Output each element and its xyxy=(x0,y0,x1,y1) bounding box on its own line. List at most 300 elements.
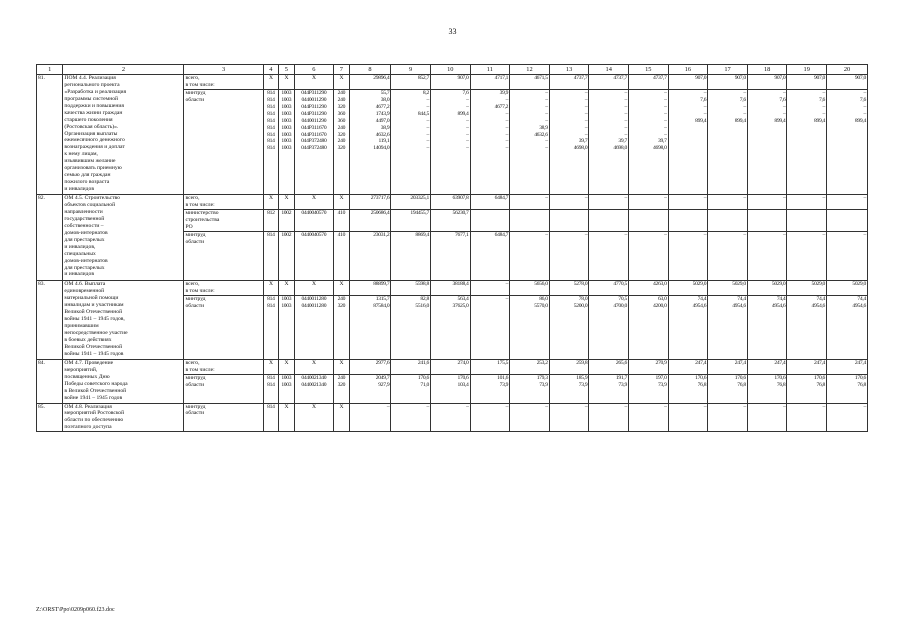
executor-total-line: всего, xyxy=(185,281,200,288)
value-line: 38,9 xyxy=(539,124,548,131)
event-name-line: и инвалидов xyxy=(64,271,94,278)
value-line: 197,0 xyxy=(655,374,667,381)
year-2024 xyxy=(589,210,629,232)
value-line: 4200,0 xyxy=(653,303,667,310)
event-name-line: для престарелых xyxy=(64,236,105,243)
value-line: 74,4 xyxy=(816,296,826,303)
executor xyxy=(184,210,263,232)
executor-total xyxy=(184,359,263,374)
value-line: 0440021340 xyxy=(301,374,327,381)
year-2024: 4737,7 xyxy=(589,75,629,90)
event-name-line: непосредственное участие xyxy=(64,330,128,337)
executor xyxy=(184,296,263,360)
grbs-code: X xyxy=(263,359,278,374)
event-name-line: изъявившим желание xyxy=(64,158,116,165)
value-line: 4632,6 xyxy=(375,131,390,138)
page-number: 33 xyxy=(448,27,457,36)
value-line: – xyxy=(505,110,509,117)
value-line: 320 xyxy=(337,303,346,310)
value-line: – xyxy=(703,103,707,110)
executor-line: области xyxy=(185,303,205,310)
value-line xyxy=(749,138,786,145)
table-row xyxy=(37,281,868,296)
value-line: 814 xyxy=(267,374,275,381)
event-name-line: материальной помощи xyxy=(64,295,119,302)
value-line: – xyxy=(782,110,786,117)
value-line: 179,3 xyxy=(536,374,548,381)
value-line: – xyxy=(584,117,588,124)
csr-code: X xyxy=(294,75,334,90)
year-2028: – xyxy=(747,403,787,432)
event-name xyxy=(63,195,184,281)
grbs-code xyxy=(263,89,278,194)
value-line: 0440011280 xyxy=(301,303,327,310)
value-line xyxy=(670,125,707,132)
value-line: 320 xyxy=(337,381,346,388)
grbs-code: X xyxy=(263,195,278,210)
year-2028: – xyxy=(747,231,787,281)
value-line: 1003 xyxy=(281,117,292,124)
column-number: 1 xyxy=(37,65,63,75)
value-line: 240 xyxy=(337,138,346,145)
year-2020 xyxy=(430,296,470,360)
column-number: 14 xyxy=(589,65,629,75)
event-name-line: поддержки и повышения xyxy=(64,102,124,109)
year-2023: 5278,0 xyxy=(549,281,589,296)
year-2028 xyxy=(747,296,787,360)
grbs-code: 812 xyxy=(263,210,278,232)
value-line: 74,4 xyxy=(697,296,707,303)
event-name-line: мероприятий, xyxy=(64,366,98,373)
year-2021 xyxy=(470,210,510,232)
value-line: – xyxy=(664,110,667,117)
year-2023: 4737,7 xyxy=(549,75,589,90)
value-line: – xyxy=(426,131,429,138)
value-line: 1003 xyxy=(281,374,292,381)
value-line: – xyxy=(624,131,627,138)
year-2028: 5029,0 xyxy=(747,281,787,296)
value-line: 1003 xyxy=(281,131,292,138)
csr-code: 0440040570 xyxy=(294,231,334,281)
value-line: – xyxy=(466,124,469,131)
value-line: 76,8 xyxy=(857,381,866,388)
vr-code xyxy=(334,374,349,403)
vr-code: 410 xyxy=(334,231,349,281)
value-line: 4677,2 xyxy=(375,103,390,110)
year-2021: – xyxy=(470,403,510,432)
executor xyxy=(184,231,263,281)
value-line: 5570,0 xyxy=(534,303,548,310)
event-name-line: инвалидам и участникам xyxy=(64,302,124,309)
value-line: 170,6 xyxy=(854,374,866,381)
executor xyxy=(184,89,263,194)
rzpr-code: X xyxy=(279,359,294,374)
value-line: – xyxy=(466,145,469,152)
event-name-line: в Великой Отечественной xyxy=(64,387,127,394)
year-2024: – xyxy=(589,231,629,281)
year-2026: – xyxy=(668,231,708,281)
event-name-line: посвященных Дню xyxy=(64,373,110,380)
value-line: 899,4 xyxy=(854,117,866,124)
event-name-line: объектов социальной xyxy=(64,202,116,209)
event-name xyxy=(63,359,184,403)
value-line: – xyxy=(466,131,469,138)
column-number: 17 xyxy=(708,65,748,75)
value-line: 044P372480 xyxy=(301,138,327,145)
value-line: 76,8 xyxy=(816,381,826,388)
year-2028: 907,0 xyxy=(747,75,787,90)
value-line: – xyxy=(703,110,707,117)
value-line: 899,4 xyxy=(774,117,786,124)
value-line: – xyxy=(505,145,509,152)
value-line: 170,6 xyxy=(774,374,786,381)
event-name-line: Великой Отечественной xyxy=(64,309,123,316)
value-line: – xyxy=(466,96,469,103)
year-2019: 203325,1 xyxy=(391,195,431,210)
executor-total-line: в том числе: xyxy=(185,81,215,88)
year-2020: – xyxy=(430,403,470,432)
value-line xyxy=(828,145,866,152)
value-line: 71,0 xyxy=(420,381,429,388)
year-2025: 4737,7 xyxy=(629,75,669,90)
executor-line: области xyxy=(185,381,205,388)
value-line xyxy=(670,138,707,145)
value-line: 74,4 xyxy=(737,296,746,303)
value-line: 814 xyxy=(267,138,275,145)
year-2026: 907,0 xyxy=(668,75,708,90)
value-line: 4632,6 xyxy=(534,131,548,138)
column-number: 8 xyxy=(349,65,391,75)
year-2026 xyxy=(668,296,708,360)
year-2028: – xyxy=(747,195,787,210)
column-number: 2 xyxy=(63,65,184,75)
value-line: 7,6 xyxy=(818,96,826,103)
value-line: 8,2 xyxy=(422,89,429,96)
value-line xyxy=(828,125,866,132)
year-2022: – xyxy=(510,195,550,210)
value-line: – xyxy=(863,89,866,96)
total-amount: 2977,6 xyxy=(349,359,391,374)
value-line: 240 xyxy=(337,124,346,131)
year-2027: 907,0 xyxy=(708,75,748,90)
csr-code xyxy=(294,89,334,194)
csr-code: 0440040570 xyxy=(294,210,334,232)
year-2023: – xyxy=(549,403,589,432)
value-line xyxy=(828,132,866,139)
year-2019: 852,7 xyxy=(391,75,431,90)
event-name-line: домов-интернатов xyxy=(64,257,108,264)
value-line: 320 xyxy=(337,131,346,138)
value-line: 39,7 xyxy=(578,138,588,145)
value-line: 927,9 xyxy=(378,381,390,388)
year-2029 xyxy=(787,374,827,403)
value-line: 7,6 xyxy=(462,89,469,96)
rzpr-code: 1002 xyxy=(279,231,294,281)
value-line: – xyxy=(664,131,667,138)
year-2022: – xyxy=(510,231,550,281)
value-line: – xyxy=(664,96,667,103)
year-2023 xyxy=(549,374,589,403)
year-2029 xyxy=(787,89,827,194)
total-amount xyxy=(349,374,391,403)
value-line: 0440011290 xyxy=(301,96,327,103)
value-line: – xyxy=(426,145,429,152)
vr-code: X xyxy=(334,403,349,432)
rzpr-code: X xyxy=(279,403,294,432)
value-line: 170,6 xyxy=(457,374,469,381)
event-name-line: качества жизни граждан xyxy=(64,109,123,116)
value-line: – xyxy=(505,117,509,124)
value-line: 39,9 xyxy=(499,89,509,96)
value-line: 814 xyxy=(267,296,275,303)
value-line: 4497,0 xyxy=(375,117,390,124)
executor-line: минтруд xyxy=(185,374,206,381)
value-line: 240 xyxy=(337,374,346,381)
value-line: 76,8 xyxy=(697,381,707,388)
value-line: 4698,0 xyxy=(613,145,627,152)
year-2027: 5029,0 xyxy=(708,281,748,296)
year-2024 xyxy=(589,296,629,360)
event-name-line: к нему лицам, xyxy=(64,151,98,158)
event-name-line: собственности – xyxy=(64,222,104,229)
value-line: 103,4 xyxy=(457,381,469,388)
value-line: – xyxy=(743,103,746,110)
value-line: 76,8 xyxy=(776,381,786,388)
value-line: – xyxy=(624,110,627,117)
year-2024 xyxy=(589,89,629,194)
value-line: 73,9 xyxy=(539,381,548,388)
value-line: – xyxy=(782,89,786,96)
value-line: – xyxy=(426,103,429,110)
column-number: 18 xyxy=(747,65,787,75)
executor-line: минтруд xyxy=(185,403,206,410)
value-line: 170,6 xyxy=(417,374,429,381)
value-line: – xyxy=(822,89,826,96)
year-2020: 274,0 xyxy=(430,359,470,374)
value-line: 044P372480 xyxy=(301,145,327,152)
executor xyxy=(184,374,263,403)
csr-code: X xyxy=(294,359,334,374)
executor-total-line: всего, xyxy=(185,359,200,366)
value-line: 899,4 xyxy=(734,117,746,124)
value-line: 360 xyxy=(337,117,346,124)
value-line: 73,9 xyxy=(499,381,509,388)
value-line: 320 xyxy=(337,145,346,152)
value-line: 4700,0 xyxy=(613,303,627,310)
value-line: – xyxy=(624,103,627,110)
value-line: 899,4 xyxy=(695,117,707,124)
value-line: – xyxy=(426,117,429,124)
value-line: – xyxy=(466,138,469,145)
vr-code xyxy=(334,89,349,194)
vr-code: 410 xyxy=(334,210,349,232)
year-2019 xyxy=(391,296,431,360)
event-name-line: вознаграждения и доплат xyxy=(64,144,125,151)
value-line: 044P311670 xyxy=(301,131,327,138)
value-line: – xyxy=(426,138,429,145)
year-2021: 6484,7 xyxy=(470,195,510,210)
event-name-line: области по обеспечению xyxy=(64,417,124,424)
year-2021: 4717,1 xyxy=(470,75,510,90)
executor-total-line: всего, xyxy=(185,195,200,202)
value-line: 044P311290 xyxy=(301,103,327,110)
value-line: 74,4 xyxy=(776,296,786,303)
value-line: 044P311670 xyxy=(301,124,327,131)
year-2021: 175,5 xyxy=(470,359,510,374)
value-line: 170,6 xyxy=(695,374,707,381)
value-line: 814 xyxy=(267,103,275,110)
value-line: 119,1 xyxy=(378,138,390,145)
year-2027: – xyxy=(708,195,748,210)
value-line: 7,6 xyxy=(859,96,866,103)
year-2029: – xyxy=(787,403,827,432)
year-2021: 6484,7 xyxy=(470,231,510,281)
value-line: – xyxy=(545,103,548,110)
value-line: 320 xyxy=(337,103,346,110)
event-name-line: регионального проекта xyxy=(64,81,120,88)
executor-line: строительства xyxy=(185,216,220,223)
executor-line: РО xyxy=(185,223,193,230)
event-name-line: «Разработка и реализация xyxy=(64,88,127,95)
column-number: 5 xyxy=(279,65,294,75)
column-number: 9 xyxy=(391,65,431,75)
grbs-code: 814 xyxy=(263,403,278,432)
column-number: 19 xyxy=(787,65,827,75)
value-line: 4954,6 xyxy=(852,303,866,310)
year-2026: – xyxy=(668,403,708,432)
value-line: 5200,0 xyxy=(573,303,588,310)
value-line xyxy=(709,138,746,145)
value-line: 87584,0 xyxy=(373,303,390,310)
year-2022 xyxy=(510,89,550,194)
value-line: 74,4 xyxy=(857,296,866,303)
total-amount: 29896,4 xyxy=(349,75,391,90)
year-2029: – xyxy=(787,231,827,281)
year-2029: 5029,0 xyxy=(787,281,827,296)
rzpr-code: X xyxy=(279,281,294,296)
year-2029: – xyxy=(787,195,827,210)
value-line: 240 xyxy=(337,296,346,303)
value-line: 814 xyxy=(267,124,275,131)
year-2021 xyxy=(470,296,510,360)
year-2020: 907,0 xyxy=(430,75,470,90)
value-line: – xyxy=(426,124,429,131)
value-line: 7,6 xyxy=(700,96,707,103)
year-2023 xyxy=(549,89,589,194)
year-2026: 247,4 xyxy=(668,359,708,374)
value-line: 191,7 xyxy=(615,374,627,381)
year-2023: – xyxy=(549,195,589,210)
value-line: 38,9 xyxy=(380,124,390,131)
value-line: 1003 xyxy=(281,124,292,131)
csr-code: X xyxy=(294,281,334,296)
year-2020 xyxy=(430,374,470,403)
rzpr-code: 1002 xyxy=(279,210,294,232)
table-row xyxy=(37,75,868,90)
value-line: 899,4 xyxy=(813,117,826,124)
executor-line: министерство xyxy=(185,210,219,216)
event-name-line: (Ростовская область)». xyxy=(64,123,119,130)
event-name-line: войны 1941 – 1945 годов xyxy=(64,350,124,357)
value-line: – xyxy=(782,103,786,110)
value-line: 1003 xyxy=(281,89,292,96)
year-2030: – xyxy=(827,195,868,210)
value-line: – xyxy=(584,103,588,110)
value-line: – xyxy=(584,96,588,103)
value-line: – xyxy=(505,296,509,303)
vr-code xyxy=(334,296,349,360)
value-line: 563,4 xyxy=(457,296,469,303)
total-amount: – xyxy=(349,403,391,432)
value-line: 1003 xyxy=(281,138,292,145)
value-line: – xyxy=(545,110,548,117)
year-2028 xyxy=(747,374,787,403)
column-number: 11 xyxy=(470,65,510,75)
value-line xyxy=(749,145,786,152)
column-number: 12 xyxy=(510,65,550,75)
year-2025: 270,9 xyxy=(629,359,669,374)
value-line: – xyxy=(545,89,548,96)
value-line: 73,9 xyxy=(618,381,627,388)
value-line: 240 xyxy=(337,96,346,103)
value-line: 814 xyxy=(267,117,275,124)
year-2026: 5029,0 xyxy=(668,281,708,296)
value-line: 7,6 xyxy=(779,96,786,103)
value-line: 78,0 xyxy=(578,296,588,303)
event-name-line: ОМ 4.8. Реализация xyxy=(64,403,112,410)
year-2027 xyxy=(708,210,748,232)
year-2027: – xyxy=(708,231,748,281)
value-line: 5516,0 xyxy=(415,303,429,310)
year-2022: 4671,5 xyxy=(510,75,550,90)
grbs-code xyxy=(263,296,278,360)
column-number: 15 xyxy=(629,65,669,75)
value-line: 38,0 xyxy=(380,96,390,103)
year-2022: – xyxy=(510,403,550,432)
event-name-line: направленности xyxy=(64,209,103,215)
year-2025: – xyxy=(629,231,669,281)
event-name-line: в боевых действиях xyxy=(64,336,112,343)
value-line: 39,7 xyxy=(618,138,627,145)
value-line: 185,9 xyxy=(576,374,588,381)
value-line xyxy=(749,125,786,132)
year-2019 xyxy=(391,89,431,194)
event-name-line: для престарелых xyxy=(64,264,105,271)
csr-code: X xyxy=(294,403,334,432)
value-line: – xyxy=(664,103,667,110)
csr-code xyxy=(294,296,334,360)
value-line: – xyxy=(584,110,588,117)
table-row xyxy=(37,359,868,374)
value-line: 76,8 xyxy=(737,381,746,388)
value-line: 360 xyxy=(337,110,346,117)
grbs-code: X xyxy=(263,281,278,296)
year-2028 xyxy=(747,89,787,194)
grbs-code: 814 xyxy=(263,231,278,281)
value-line xyxy=(788,138,825,145)
column-number: 13 xyxy=(549,65,589,75)
value-line: 170,6 xyxy=(813,374,826,381)
value-line: – xyxy=(545,117,548,124)
value-line xyxy=(788,125,825,132)
total-amount: 273717,6 xyxy=(349,195,391,210)
value-line: – xyxy=(466,117,469,124)
year-2027 xyxy=(708,374,748,403)
event-name-line: Организация выплаты xyxy=(64,130,118,137)
total-amount: 23031,2 xyxy=(349,231,391,281)
value-line: – xyxy=(664,117,667,124)
value-line: – xyxy=(822,103,826,110)
